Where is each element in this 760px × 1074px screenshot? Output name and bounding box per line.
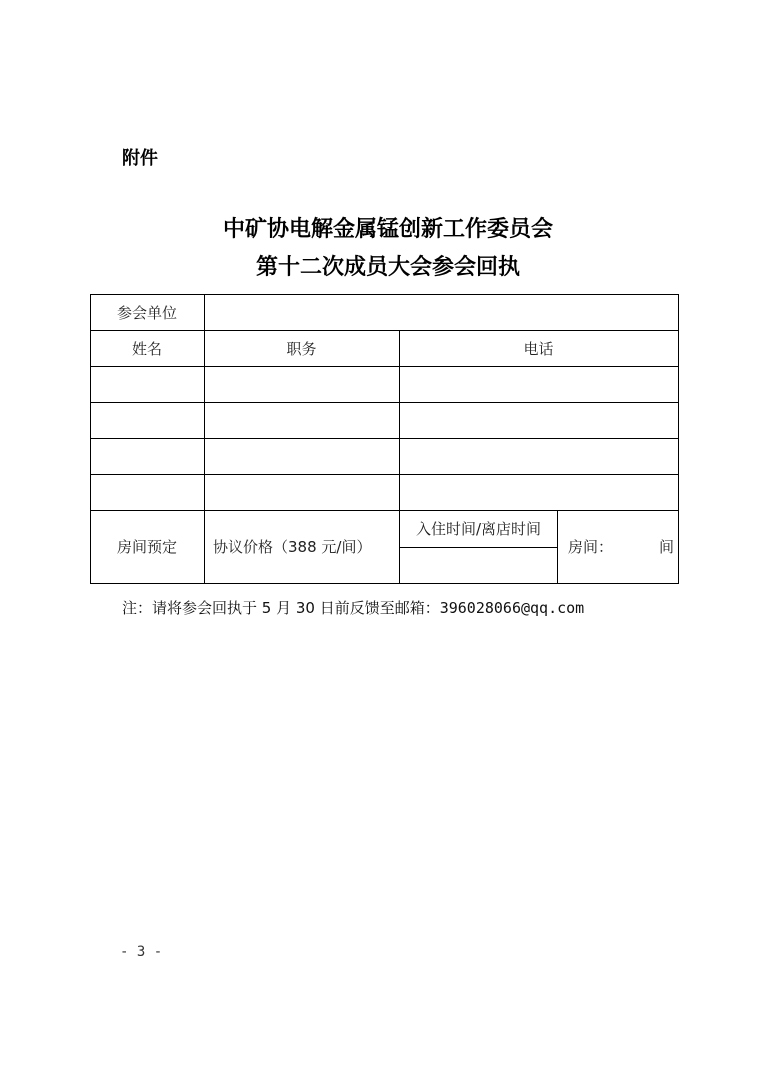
unit-label: 参会单位 (116, 303, 177, 322)
table-border-bottom (90, 583, 679, 584)
column-header-position: 职务 (286, 339, 317, 358)
attendee-phone-field[interactable] (400, 367, 678, 402)
room-count-label: 房间： (568, 538, 614, 556)
registration-form-table (90, 294, 679, 584)
checkin-checkout-label: 入住时间/离店时间 (415, 520, 542, 538)
submission-note (122, 597, 584, 618)
attendee-phone-field[interactable] (400, 439, 678, 474)
attendee-position-field[interactable] (205, 439, 399, 474)
room-booking-label: 房间预定 (116, 538, 177, 556)
document-title-line-1: 中矿协电解金属锰创新工作委员会 (222, 216, 553, 242)
attendee-name-field[interactable] (91, 367, 204, 402)
room-count-cell[interactable] (558, 510, 678, 583)
attendee-position-field[interactable] (205, 475, 399, 510)
attendee-phone-field[interactable] (400, 475, 678, 510)
attendee-name-field[interactable] (91, 475, 204, 510)
page-number: - 3 - (120, 944, 163, 960)
document-title-line-2: 第十二次成员大会参会回执 (255, 254, 520, 280)
room-price-text: 协议价格（388 元/间） (213, 538, 372, 556)
table-border-right (678, 294, 679, 584)
checkin-checkout-field[interactable] (400, 548, 557, 583)
attendee-name-field[interactable] (91, 403, 204, 438)
column-header-phone: 电话 (523, 339, 554, 358)
room-count-unit: 间 (659, 538, 675, 556)
attendee-position-field[interactable] (205, 367, 399, 402)
attendee-position-field[interactable] (205, 403, 399, 438)
column-header-name: 姓名 (131, 339, 162, 358)
attendee-name-field[interactable] (91, 439, 204, 474)
note-text: 注：请将参会回执于 5 月 30 日前反馈至邮箱： (122, 599, 440, 617)
attendee-phone-field[interactable] (400, 403, 678, 438)
unit-field[interactable] (205, 295, 677, 330)
contact-email: 396028066@qq.com (439, 599, 585, 617)
attachment-label: 附件 (122, 148, 158, 169)
